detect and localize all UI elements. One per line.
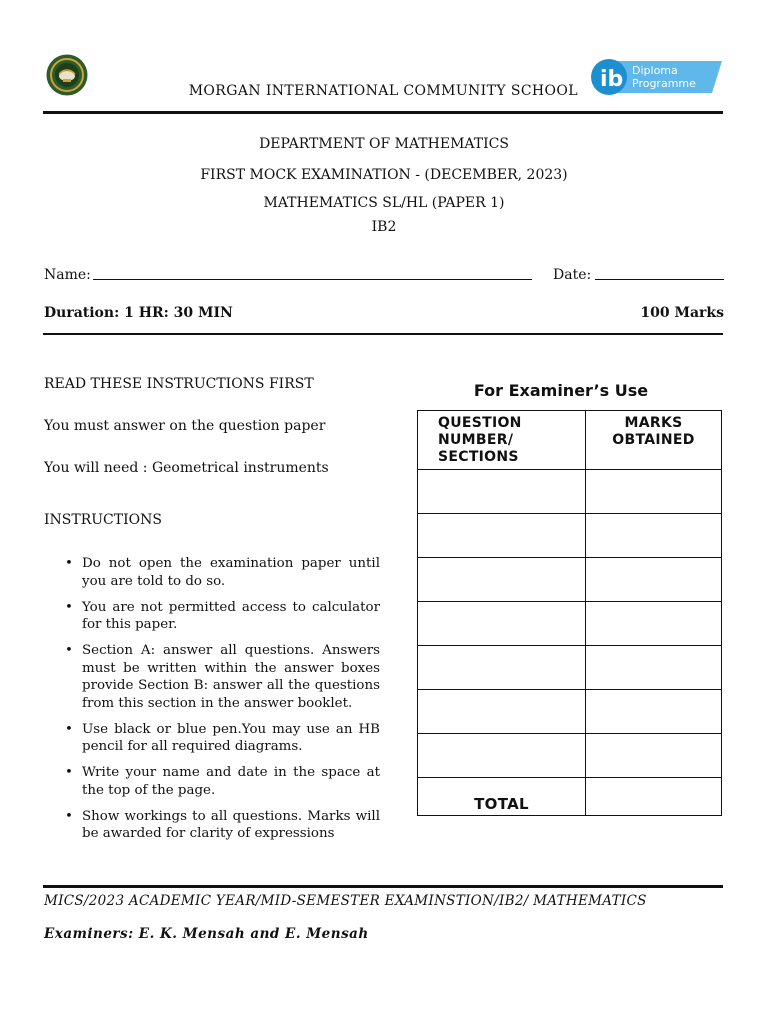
instruction-text: Section A: answer all questions. Answers must be written within the answer boxes provide Section B: answer all the questions from this section in the answer booklet. xyxy=(82,643,380,711)
department-title: DEPARTMENT OF MATHEMATICS xyxy=(259,136,509,152)
table-row xyxy=(418,690,722,734)
marks-cell[interactable] xyxy=(586,690,722,734)
footer-academic-year: MICS/2023 ACADEMIC YEAR/MID-SEMESTER EXAMINSTION/IB2/ MATHEMATICS xyxy=(44,893,647,909)
name-label: Name: xyxy=(44,267,91,283)
name-field[interactable] xyxy=(93,279,532,280)
footer-divider xyxy=(43,885,723,888)
total-label-cell xyxy=(418,778,586,816)
ib-logo-line2: Programme xyxy=(632,77,696,90)
table-row xyxy=(418,734,722,778)
question-cell[interactable] xyxy=(418,734,586,778)
bullet-icon: • xyxy=(65,808,73,824)
answer-on-paper-text: You must answer on the question paper xyxy=(44,418,326,434)
question-cell[interactable] xyxy=(418,602,586,646)
marks-cell[interactable] xyxy=(586,514,722,558)
question-cell[interactable] xyxy=(418,558,586,602)
instruction-text: Use black or blue pen.You may use an HB pencil for all required diagrams. xyxy=(82,721,380,754)
section-divider xyxy=(43,333,723,335)
marks-cell[interactable] xyxy=(586,734,722,778)
marks-cell[interactable] xyxy=(586,558,722,602)
marks-cell[interactable] xyxy=(586,646,722,690)
header-divider xyxy=(43,111,723,114)
instruction-text: Write your name and date in the space at the top of the page. xyxy=(82,765,380,798)
question-cell[interactable] xyxy=(418,470,586,514)
list-item xyxy=(44,721,380,756)
marks-obtained-header: MARKS OBTAINED xyxy=(586,411,722,470)
list-item xyxy=(44,808,380,843)
total-marks-text: 100 Marks xyxy=(640,305,724,321)
footer-examiners: Examiners: E. K. Mensah and E. Mensah xyxy=(44,926,369,942)
ib-letters: ib xyxy=(600,67,624,92)
question-cell[interactable] xyxy=(418,514,586,558)
marks-cell[interactable] xyxy=(586,470,722,514)
subject-title: MATHEMATICS SL/HL (PAPER 1) xyxy=(263,195,505,211)
duration-text: Duration: 1 HR: 30 MIN xyxy=(44,305,233,321)
instruction-text: Show workings to all questions. Marks will be awarded for clarity of expressions xyxy=(82,808,380,841)
bullet-icon: • xyxy=(65,556,73,571)
materials-needed-text: You will need : Geometrical instruments xyxy=(44,460,329,476)
table-row xyxy=(418,646,722,690)
ib-logo-line1: Diploma xyxy=(632,64,678,77)
marks-cell[interactable] xyxy=(586,602,722,646)
list-item xyxy=(44,764,380,799)
instructions-heading: INSTRUCTIONS xyxy=(44,512,162,528)
list-item xyxy=(44,642,380,712)
instruction-text: You are not permitted access to calculator for this paper. xyxy=(82,599,380,632)
list-item xyxy=(44,599,380,634)
school-name: MORGAN INTERNATIONAL COMMUNITY SCHOOL xyxy=(188,83,578,99)
table-row xyxy=(418,558,722,602)
table-row xyxy=(418,602,722,646)
bullet-icon: • xyxy=(65,643,73,658)
read-instructions-heading: READ THESE INSTRUCTIONS FIRST xyxy=(44,376,314,392)
instruction-text: Do not open the examination paper until you are told to do so. xyxy=(82,556,380,589)
total-row xyxy=(418,778,722,816)
total-marks-cell[interactable] xyxy=(586,778,722,816)
date-label: Date: xyxy=(553,267,592,283)
list-item xyxy=(44,555,380,590)
instructions-list xyxy=(44,555,380,851)
date-field[interactable] xyxy=(595,279,724,280)
table-row xyxy=(418,514,722,558)
table-row xyxy=(418,470,722,514)
table-header-row xyxy=(418,411,722,470)
question-number-header: QUESTION NUMBER/ SECTIONS xyxy=(418,411,586,470)
total-label: TOTAL xyxy=(474,795,529,813)
examiner-table xyxy=(417,410,722,816)
bullet-icon: • xyxy=(65,599,73,615)
level-title: IB2 xyxy=(371,219,397,235)
examiner-table-title: For Examiner’s Use xyxy=(473,381,649,400)
ib-diploma-logo xyxy=(590,58,722,96)
bullet-icon: • xyxy=(65,721,73,737)
exam-title: FIRST MOCK EXAMINATION - (DECEMBER, 2023) xyxy=(200,167,568,183)
bullet-icon: • xyxy=(65,765,73,780)
question-cell[interactable] xyxy=(418,690,586,734)
question-cell[interactable] xyxy=(418,646,586,690)
